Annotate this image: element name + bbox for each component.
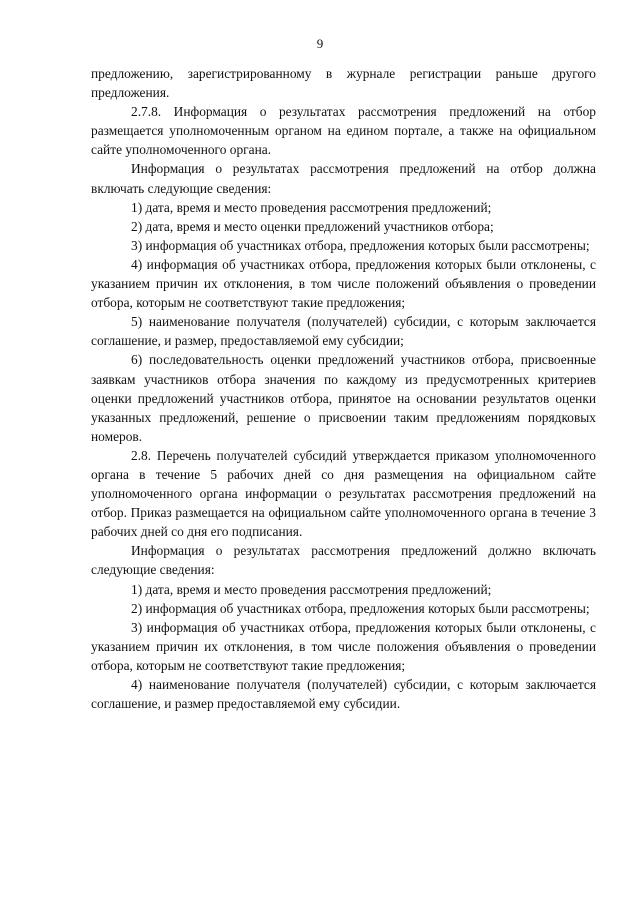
paragraph-info-intro-2: Информация о результатах рассмотрения предложений должно включать следующие сведения:: [91, 543, 596, 578]
list-item-2b: 2) информация об участниках отбора, предложения которых были рассмотрены;: [131, 600, 590, 616]
list-item-1: 1) дата, время и место проведения рассмотрения предложений;: [131, 199, 492, 215]
paragraph-continuation: предложению, зарегистрированному в журнале регистрации раньше другого предложения.: [91, 66, 596, 101]
paragraph-2-8: 2.8. Перечень получателей субсидий утверждается приказом уполномоченного органа в течение 5 рабочих дней со дня размещения на официальном сайте уполномоченного органа информации о результатах рассмотрения предложений на отбор. Приказ размещается на официальном сайте уполномоченного органа в течение 3 рабочих дней со дня его подписания.: [91, 447, 596, 540]
list-item-6: 6) последовательность оценки предложений участников отбора, присвоенные заявкам участников отбора значения по каждому из предусмотренных критериев оценки предложений участников отбора, принятое на основании результатов оценки указанных предложений, решение о присвоении таким предложениям порядковых номеров.: [91, 352, 596, 444]
list-item-3b: 3) информация об участниках отбора, предложения которых были отклонены, с указанием причин их отклонения, в том числе положения объявления о проведении отбора, которым не соответствуют такие предложения;: [91, 619, 596, 673]
list-item-4: 4) информация об участниках отбора, предложения которых были отклонены, с указанием причин их отклонения, в том числе положений объявления о проведении отбора, которым не соответствуют такие предложения;: [91, 256, 596, 311]
list-item-4b: 4) наименование получателя (получателей) субсидии, с которым заключается соглашение, и размер предоставляемой ему субсидии.: [91, 677, 596, 712]
page-number: 9: [316, 36, 324, 51]
paragraph-info-intro: Информация о результатах рассмотрения предложений на отбор должна включать следующие сведения:: [91, 161, 596, 196]
list-item-2: 2) дата, время и место оценки предложений участников отбора;: [131, 218, 494, 234]
list-item-1b: 1) дата, время и место проведения рассмотрения предложений;: [131, 581, 492, 597]
list-item-5: 5) наименование получателя (получателей) субсидии, с которым заключается соглашение, и размер, предоставляемой ему субсидии;: [91, 314, 596, 349]
paragraph-2-7-8: 2.7.8. Информация о результатах рассмотрения предложений на отбор размещается уполномоченным органом на едином портале, а также на официальном сайте уполномоченного органа.: [91, 104, 596, 158]
document-body: [91, 64, 596, 713]
list-item-3: 3) информация об участниках отбора, предложения которых были рассмотрены;: [131, 237, 590, 253]
